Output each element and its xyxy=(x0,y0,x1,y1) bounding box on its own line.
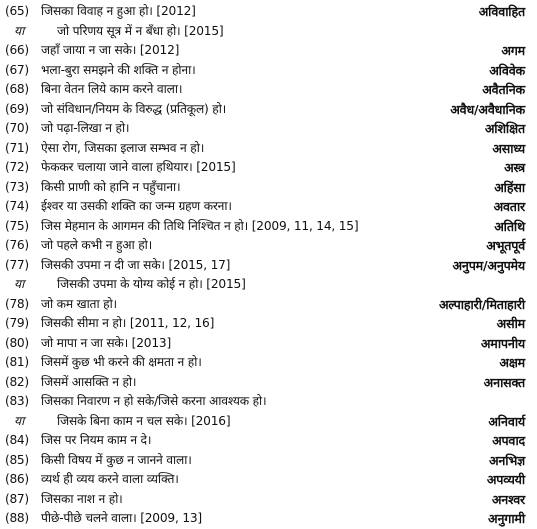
one-word-answer: अमापनीय xyxy=(480,335,525,351)
one-word-answer: अनासक्त xyxy=(483,374,525,390)
entry-number: (67) xyxy=(5,62,29,77)
entry-number: (87) xyxy=(5,491,29,506)
entry-number: (86) xyxy=(5,472,29,486)
definition-row xyxy=(0,119,537,139)
alternate-definition-row xyxy=(0,275,537,295)
definition-text: जिसमें कुछ भी करने की क्षमता न हो। xyxy=(41,355,202,369)
definition-text: जिस पर नियम काम न दे। xyxy=(41,433,152,447)
one-word-answer: अक्षम xyxy=(499,355,525,370)
entry-number: (78) xyxy=(5,296,29,311)
entry-number: (79) xyxy=(5,316,29,330)
one-word-answer: अहिंसा xyxy=(494,179,525,195)
alternate-definition-row xyxy=(0,412,537,432)
one-word-answer: अवैतनिक xyxy=(482,82,525,97)
entry-number: (72) xyxy=(5,160,29,174)
definition-text: जिसकी उपमा न दी जा सके। [2015, 17] xyxy=(41,257,231,272)
one-word-answer: अवैध/अवैधानिक xyxy=(450,101,525,117)
definition-row xyxy=(0,197,537,217)
definition-row xyxy=(0,139,537,159)
entry-number: (76) xyxy=(5,238,29,252)
definition-text: जिसका निवारण न हो सके/जिसे करना आवश्यक हो। xyxy=(41,394,267,408)
definition-row xyxy=(0,178,537,198)
one-word-answer: अनिवार्य xyxy=(488,413,525,429)
definition-row xyxy=(0,490,537,510)
one-word-answer: अविवेक xyxy=(489,62,525,78)
definition-text: जो परिणय सूत्र में न बँधा हो। [2015] xyxy=(57,23,224,38)
definition-text: जिसकी सीमा न हो। [2011, 12, 16] xyxy=(41,316,215,330)
definition-text: जो पढ़ा-लिखा न हो। xyxy=(41,121,130,135)
one-word-answer: अवतार xyxy=(493,199,525,214)
entry-number: (74) xyxy=(5,199,29,213)
one-word-answer: अभूतपूर्व xyxy=(486,238,525,253)
definition-row xyxy=(0,314,537,334)
one-word-answer: अनुपम/अनुपमेय xyxy=(452,257,525,273)
one-word-answer: अनश्वर xyxy=(491,491,525,507)
entry-number: (66) xyxy=(5,43,29,57)
definition-row xyxy=(0,334,537,354)
alternate-marker: या xyxy=(14,277,24,291)
entry-number: (70) xyxy=(5,121,29,135)
definition-row xyxy=(0,509,537,529)
one-word-answer: अस्त्र xyxy=(504,160,525,175)
one-word-answer: अविवाहित xyxy=(478,4,525,19)
alternate-definition-row xyxy=(0,22,537,42)
definition-text: जो पहले कभी न हुआ हो। xyxy=(41,238,153,252)
definition-row xyxy=(0,2,537,22)
definition-text: जो मापा न जा सके। [2013] xyxy=(41,335,172,350)
definition-text: जो संविधान/नियम के विरुद्ध (प्रतिकूल) हो। xyxy=(41,101,227,116)
word-substitution-list xyxy=(0,2,537,529)
entry-number: (85) xyxy=(5,452,29,467)
entry-number: (83) xyxy=(5,394,29,408)
definition-text: जिस मेहमान के आगमन की तिथि निश्चित न हो। [2009, 11, 14, 15] xyxy=(41,218,359,233)
definition-row xyxy=(0,470,537,490)
definition-row xyxy=(0,158,537,178)
one-word-answer: अपवाद xyxy=(492,433,525,448)
definition-row xyxy=(0,451,537,471)
definition-text: जिसका विवाह न हुआ हो। [2012] xyxy=(41,4,196,18)
definition-row xyxy=(0,41,537,61)
definition-text: जिसका नाश न हो। xyxy=(41,491,123,506)
entry-number: (81) xyxy=(5,355,29,369)
entry-number: (68) xyxy=(5,82,29,96)
definition-row xyxy=(0,295,537,315)
definition-text: जो कम खाता हो। xyxy=(41,296,117,311)
definition-text: जिसके बिना काम न चल सके। [2016] xyxy=(57,413,231,428)
definition-text: किसी प्राणी को हानि न पहुँचाना। xyxy=(41,179,181,194)
one-word-answer: असाध्य xyxy=(492,140,525,156)
definition-row xyxy=(0,373,537,393)
definition-row xyxy=(0,236,537,256)
entry-number: (80) xyxy=(5,335,29,350)
one-word-answer: असीम xyxy=(496,316,525,331)
definition-text: जिसकी उपमा के योग्य कोई न हो। [2015] xyxy=(57,277,246,291)
alternate-marker: या xyxy=(14,413,24,428)
definition-text: ईश्वर या उसकी शक्ति का जन्म ग्रहण करना। xyxy=(41,199,232,213)
definition-row xyxy=(0,256,537,276)
entry-number: (71) xyxy=(5,140,29,155)
definition-text: पीछे-पीछे चलने वाला। [2009, 13] xyxy=(41,511,202,525)
definition-text: ऐसा रोग, जिसका इलाज सम्भव न हो। xyxy=(41,140,205,155)
one-word-answer: अल्पाहारी/मिताहारी xyxy=(439,296,525,312)
entry-number: (84) xyxy=(5,433,29,447)
entry-number: (88) xyxy=(5,511,29,525)
entry-number: (69) xyxy=(5,101,29,116)
one-word-answer: अपव्ययी xyxy=(486,472,525,487)
entry-number: (82) xyxy=(5,374,29,389)
definition-text: जहाँ जाया न जा सके। [2012] xyxy=(41,43,180,57)
entry-number: (73) xyxy=(5,179,29,194)
definition-row xyxy=(0,392,537,412)
definition-text: किसी विषय में कुछ न जानने वाला। xyxy=(41,452,192,467)
one-word-answer: अनुगामी xyxy=(488,511,525,526)
definition-row xyxy=(0,61,537,81)
definition-text: फेककर चलाया जाने वाला हथियार। [2015] xyxy=(41,160,236,174)
one-word-answer: अगम xyxy=(501,43,525,58)
definition-row xyxy=(0,80,537,100)
one-word-answer: अतिथि xyxy=(494,218,525,234)
entry-number: (77) xyxy=(5,257,29,272)
alternate-marker: या xyxy=(14,23,24,38)
definition-text: व्यर्थ ही व्यय करने वाला व्यक्ति। xyxy=(41,472,179,486)
entry-number: (65) xyxy=(5,4,29,18)
entry-number: (75) xyxy=(5,218,29,233)
definition-row xyxy=(0,100,537,120)
definition-text: जिसमें आसक्ति न हो। xyxy=(41,374,137,389)
definition-row xyxy=(0,431,537,451)
definition-row xyxy=(0,353,537,373)
one-word-answer: अशिक्षित xyxy=(484,121,525,136)
definition-text: बिना वेतन लिये काम करने वाला। xyxy=(41,82,183,96)
definition-row xyxy=(0,217,537,237)
one-word-answer: अनभिज्ञ xyxy=(489,452,525,468)
definition-text: भला-बुरा समझने की शक्ति न होना। xyxy=(41,62,196,77)
